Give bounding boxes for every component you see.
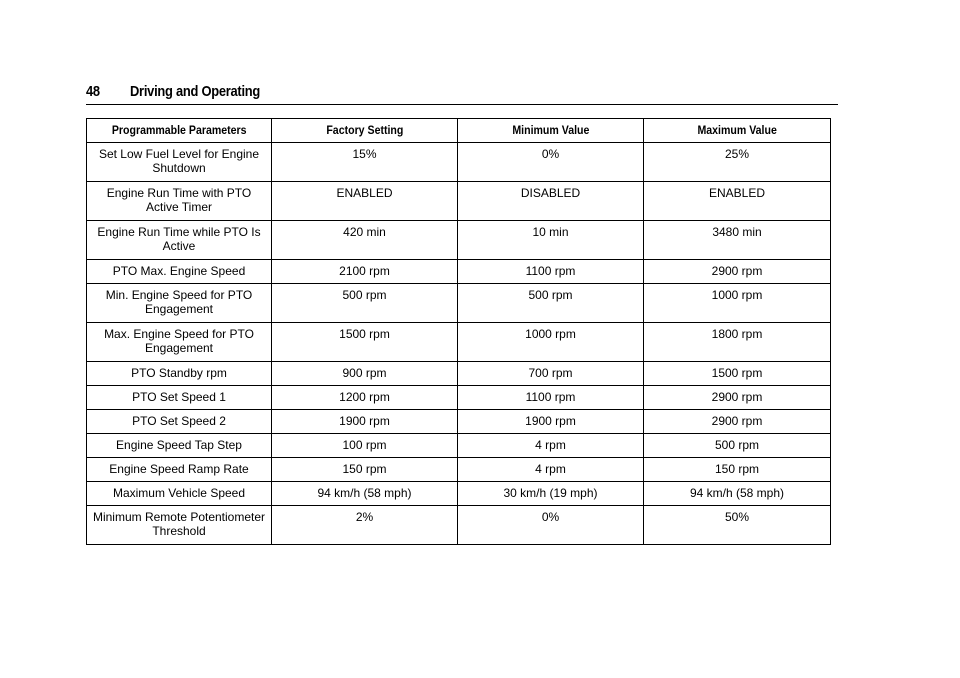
table-row bbox=[87, 284, 831, 323]
maximum-value-cell: 3480 min bbox=[644, 221, 831, 260]
factory-setting-cell: 2% bbox=[272, 506, 458, 545]
column-header-minimum-value: Minimum Value bbox=[458, 119, 644, 143]
factory-setting-cell: 2100 rpm bbox=[272, 260, 458, 284]
parameter-cell: Engine Run Time while PTO Is Active bbox=[87, 221, 272, 260]
minimum-value-cell: 1000 rpm bbox=[458, 323, 644, 362]
programmable-parameters-table bbox=[86, 118, 831, 545]
column-header-factory-setting: Factory Setting bbox=[272, 119, 458, 143]
table-row bbox=[87, 434, 831, 458]
factory-setting-cell: 1200 rpm bbox=[272, 386, 458, 410]
factory-setting-cell: 900 rpm bbox=[272, 362, 458, 386]
minimum-value-cell: 0% bbox=[458, 143, 644, 182]
parameter-cell: Engine Speed Ramp Rate bbox=[87, 458, 272, 482]
factory-setting-cell: ENABLED bbox=[272, 182, 458, 221]
table-row bbox=[87, 182, 831, 221]
factory-setting-cell: 1900 rpm bbox=[272, 410, 458, 434]
table-header-row bbox=[87, 119, 831, 143]
maximum-value-cell: 94 km/h (58 mph) bbox=[644, 482, 831, 506]
table-row bbox=[87, 143, 831, 182]
minimum-value-cell: DISABLED bbox=[458, 182, 644, 221]
parameter-cell: Max. Engine Speed for PTO Engagement bbox=[87, 323, 272, 362]
factory-setting-cell: 100 rpm bbox=[272, 434, 458, 458]
parameter-cell: Min. Engine Speed for PTO Engagement bbox=[87, 284, 272, 323]
parameter-cell: Set Low Fuel Level for Engine Shutdown bbox=[87, 143, 272, 182]
factory-setting-cell: 150 rpm bbox=[272, 458, 458, 482]
minimum-value-cell: 1100 rpm bbox=[458, 386, 644, 410]
minimum-value-cell: 500 rpm bbox=[458, 284, 644, 323]
table-row bbox=[87, 362, 831, 386]
maximum-value-cell: 2900 rpm bbox=[644, 386, 831, 410]
table-row bbox=[87, 260, 831, 284]
minimum-value-cell: 1900 rpm bbox=[458, 410, 644, 434]
column-header-parameter: Programmable Parameters bbox=[87, 119, 272, 143]
table-row bbox=[87, 482, 831, 506]
parameter-cell: Maximum Vehicle Speed bbox=[87, 482, 272, 506]
maximum-value-cell: 1800 rpm bbox=[644, 323, 831, 362]
parameter-cell: Engine Speed Tap Step bbox=[87, 434, 272, 458]
minimum-value-cell: 30 km/h (19 mph) bbox=[458, 482, 644, 506]
minimum-value-cell: 4 rpm bbox=[458, 458, 644, 482]
factory-setting-cell: 1500 rpm bbox=[272, 323, 458, 362]
page-header bbox=[86, 82, 838, 105]
maximum-value-cell: ENABLED bbox=[644, 182, 831, 221]
column-header-maximum-value: Maximum Value bbox=[644, 119, 831, 143]
factory-setting-cell: 15% bbox=[272, 143, 458, 182]
parameter-cell: Minimum Remote Potentiometer Threshold bbox=[87, 506, 272, 545]
factory-setting-cell: 500 rpm bbox=[272, 284, 458, 323]
page-number: 48 bbox=[86, 83, 100, 100]
table-row bbox=[87, 323, 831, 362]
minimum-value-cell: 1100 rpm bbox=[458, 260, 644, 284]
minimum-value-cell: 4 rpm bbox=[458, 434, 644, 458]
table-row bbox=[87, 221, 831, 260]
minimum-value-cell: 700 rpm bbox=[458, 362, 644, 386]
maximum-value-cell: 150 rpm bbox=[644, 458, 831, 482]
parameter-cell: PTO Max. Engine Speed bbox=[87, 260, 272, 284]
parameter-cell: PTO Set Speed 2 bbox=[87, 410, 272, 434]
parameter-cell: Engine Run Time with PTO Active Timer bbox=[87, 182, 272, 221]
table-row bbox=[87, 410, 831, 434]
maximum-value-cell: 50% bbox=[644, 506, 831, 545]
factory-setting-cell: 94 km/h (58 mph) bbox=[272, 482, 458, 506]
maximum-value-cell: 25% bbox=[644, 143, 831, 182]
table-row bbox=[87, 506, 831, 545]
minimum-value-cell: 0% bbox=[458, 506, 644, 545]
parameter-cell: PTO Standby rpm bbox=[87, 362, 272, 386]
maximum-value-cell: 500 rpm bbox=[644, 434, 831, 458]
factory-setting-cell: 420 min bbox=[272, 221, 458, 260]
parameter-cell: PTO Set Speed 1 bbox=[87, 386, 272, 410]
table-row bbox=[87, 458, 831, 482]
maximum-value-cell: 2900 rpm bbox=[644, 260, 831, 284]
section-title: Driving and Operating bbox=[130, 83, 261, 100]
maximum-value-cell: 2900 rpm bbox=[644, 410, 831, 434]
maximum-value-cell: 1000 rpm bbox=[644, 284, 831, 323]
table-row bbox=[87, 386, 831, 410]
minimum-value-cell: 10 min bbox=[458, 221, 644, 260]
maximum-value-cell: 1500 rpm bbox=[644, 362, 831, 386]
